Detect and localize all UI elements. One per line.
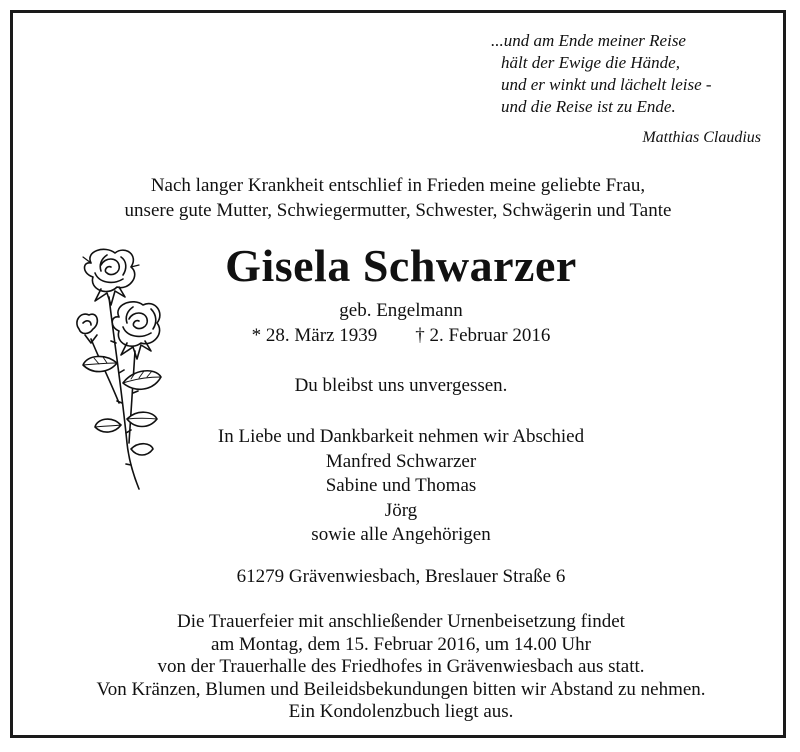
funeral-line: am Montag, dem 15. Februar 2016, um 14.00 Uhr	[211, 633, 591, 655]
memorial-motto: Du bleibst uns unvergessen.	[294, 375, 508, 396]
funeral-line: von der Trauerhalle des Friedhofes in Grävenwiesbach aus statt.	[157, 656, 645, 678]
poem-author: Matthias Claudius	[642, 129, 761, 146]
poem-line: und die Reise ist zu Ende.	[501, 97, 676, 116]
death-date: † 2. Februar 2016	[415, 325, 551, 346]
mourner-line: Manfred Schwarzer	[325, 450, 477, 472]
poem-line: hält der Ewige die Hände,	[501, 53, 680, 72]
mourners-list	[13, 425, 789, 548]
mourner-line: Sabine und Thomas	[325, 475, 477, 496]
intro-line: unsere gute Mutter, Schwiegermutter, Schwester, Schwägerin und Tante	[124, 200, 672, 221]
intro-line: Nach langer Krankheit entschlief in Frieden meine geliebte Frau,	[150, 175, 646, 196]
birth-date: * 28. März 1939	[251, 325, 378, 346]
funeral-line: Von Kränzen, Blumen und Beileidsbekundungen bitten wir Abstand zu nehmen.	[96, 678, 706, 700]
funeral-details	[13, 611, 789, 724]
deceased-name: Gisela Schwarzer	[225, 240, 577, 291]
intro-text	[13, 173, 783, 223]
maiden-name: geb. Engelmann	[339, 300, 463, 321]
funeral-line: Die Trauerfeier mit anschließender Urnenbeisetzung findet	[177, 611, 625, 632]
poem-line: und er winkt und lächelt leise -	[501, 75, 712, 94]
life-dates	[13, 325, 789, 347]
poem-line: ...und am Ende meiner Reise	[491, 31, 686, 50]
mourner-line: Jörg	[384, 499, 418, 521]
mourner-line: In Liebe und Dankbarkeit nehmen wir Abschied	[217, 426, 585, 447]
funeral-line: Ein Kondolenzbuch liegt aus.	[288, 701, 514, 723]
obituary-notice	[10, 10, 786, 738]
poem-quote	[491, 30, 761, 118]
mourner-line: sowie alle Angehörigen	[311, 524, 491, 545]
family-address: 61279 Grävenwiesbach, Breslauer Straße 6	[236, 566, 566, 587]
